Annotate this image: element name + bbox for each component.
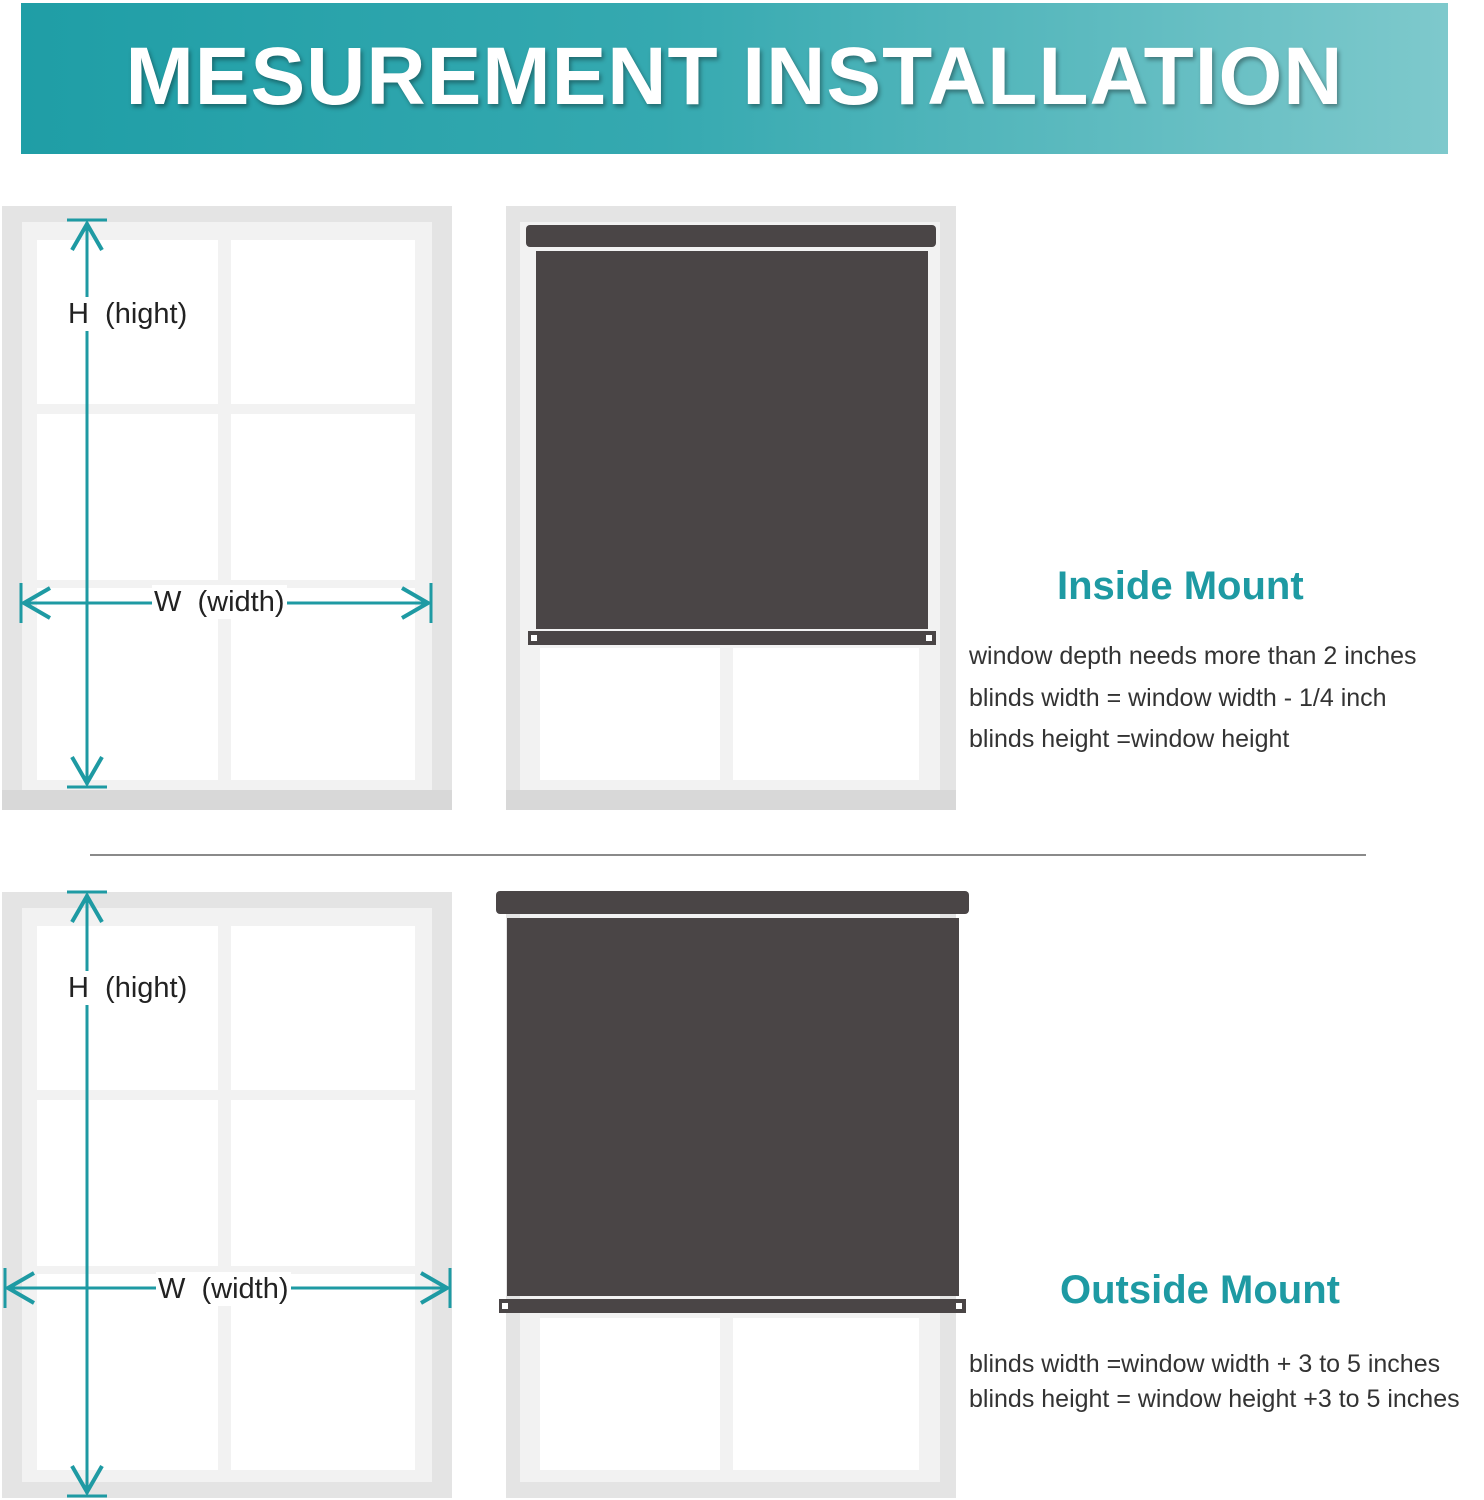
width-label-inside: W (width) <box>154 586 285 618</box>
height-label-inside: H (hight) <box>68 298 188 330</box>
inside-mount-line-1: window depth needs more than 2 inches <box>969 642 1417 670</box>
outside-mount-line-2: blinds height = window height +3 to 5 inches <box>969 1385 1460 1413</box>
inside-mount-line-2: blinds width = window width - 1/4 inch <box>969 684 1387 712</box>
shade-fabric-outside <box>507 918 959 1296</box>
inside-mount-line-3: blinds height =window height <box>969 725 1290 753</box>
shade-bottom-bar-inside <box>528 631 936 645</box>
outside-mount-title: Outside Mount <box>1060 1268 1340 1312</box>
shade-roller-outside <box>496 891 969 914</box>
shade-roller-inside <box>526 225 936 247</box>
shade-fabric-inside <box>536 251 928 629</box>
outside-mount-line-1: blinds width =window width + 3 to 5 inches <box>969 1350 1441 1378</box>
window-inside-shade <box>506 206 956 810</box>
shade-bottom-bar-outside <box>499 1299 966 1313</box>
page-title: MESUREMENT INSTALLATION <box>125 30 1344 122</box>
window-outside-shade <box>496 891 969 1498</box>
width-label-outside: W (width) <box>158 1273 289 1305</box>
inside-mount-title: Inside Mount <box>1057 564 1304 608</box>
height-label-outside: H (hight) <box>68 972 188 1004</box>
